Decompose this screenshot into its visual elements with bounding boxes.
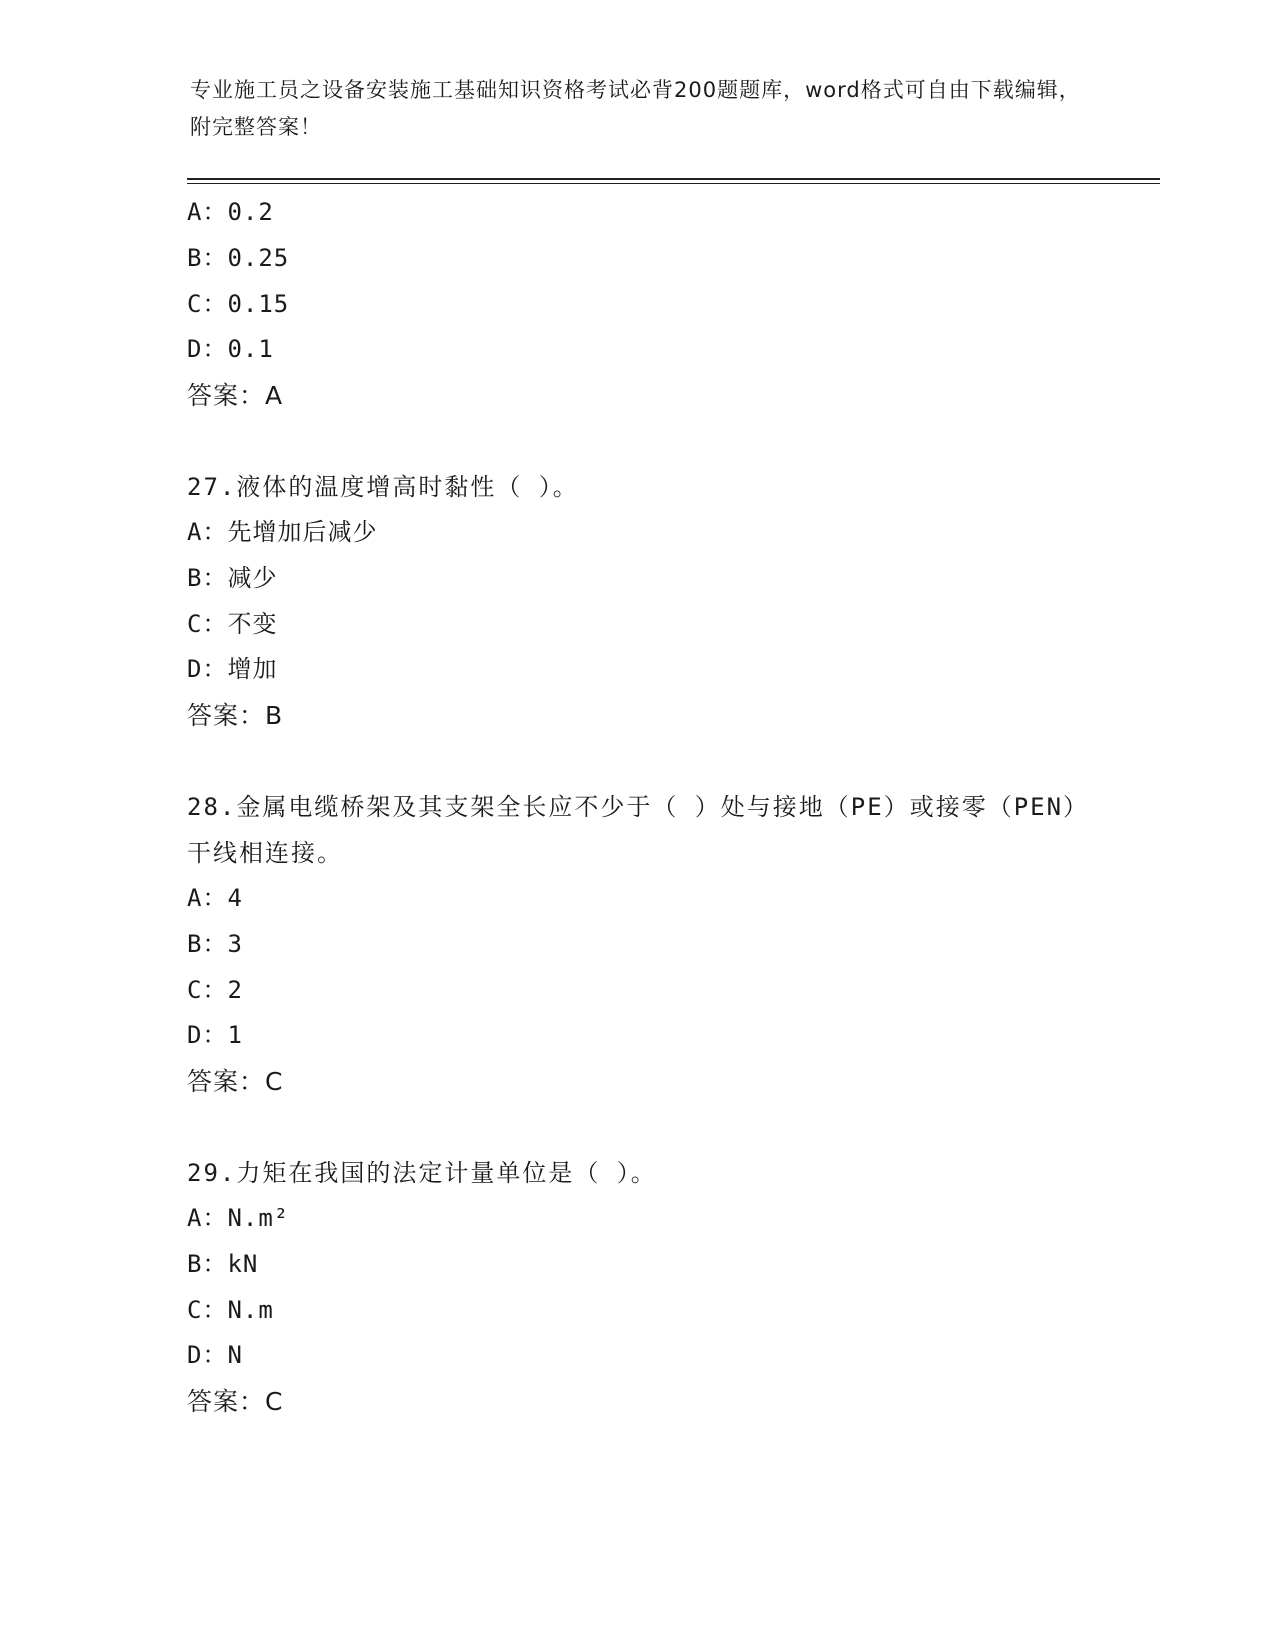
answer-line: 答案：C	[187, 1067, 284, 1097]
option-a: A：0.2	[187, 198, 274, 226]
option-a: A：先增加后减少	[187, 517, 378, 546]
answer-line: 答案：A	[187, 381, 284, 411]
option-d: D：1	[187, 1021, 243, 1050]
answer-line: 答案：C	[187, 1387, 284, 1417]
option-b: B：减少	[187, 563, 278, 592]
question-text: 28.金属电缆桥架及其支架全长应不少于（ ）处与接地（PE）或接零（PEN）干线相连接。	[187, 792, 1078, 867]
question-block-26	[187, 190, 1087, 419]
option-b: B：3	[187, 929, 243, 958]
option-c: C：2	[187, 975, 243, 1004]
option-c: C：N.m	[187, 1295, 274, 1324]
header-divider-thin	[187, 183, 1160, 184]
option-c: C：0.15	[187, 289, 290, 318]
question-text: 27.液体的温度增高时黏性（ ）。	[187, 472, 579, 501]
option-a: A：N.m²	[187, 1203, 290, 1232]
option-d: D：N	[187, 1341, 243, 1370]
option-c: C：不变	[187, 609, 278, 638]
option-d: D：增加	[187, 655, 278, 684]
question-block-27	[187, 464, 1087, 739]
question-list	[187, 190, 1087, 1425]
header-divider-thick	[187, 178, 1160, 180]
question-block-29	[187, 1150, 1087, 1425]
option-a: A：4	[187, 883, 243, 912]
option-b: B：kN	[187, 1249, 259, 1278]
option-d: D：0.1	[187, 335, 274, 364]
option-b: B：0.25	[187, 243, 290, 272]
document-header-title: 专业施工员之设备安装施工基础知识资格考试必背200题题库，word格式可自由下载编辑，附完整答案！	[190, 78, 1081, 139]
question-text: 29.力矩在我国的法定计量单位是（ ）。	[187, 1158, 657, 1187]
question-block-28	[187, 784, 1087, 1105]
answer-line: 答案：B	[187, 701, 284, 731]
